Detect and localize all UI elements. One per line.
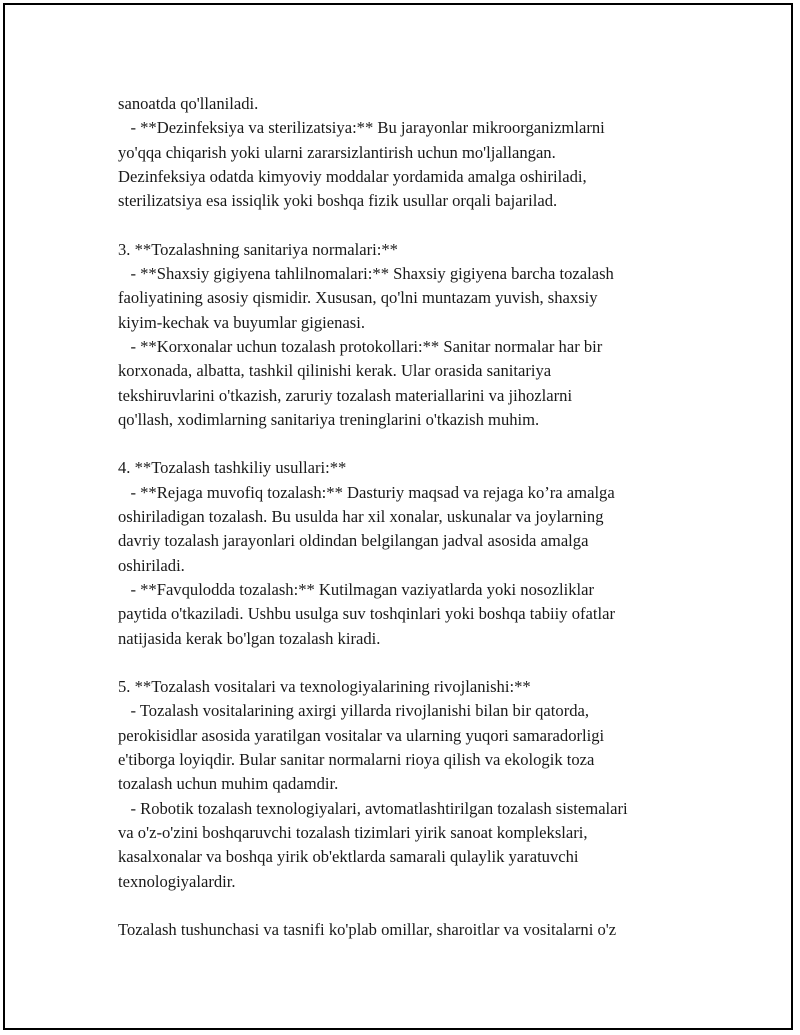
text-line: 5. **Tozalash vositalari va texnologiyalarining rivojlanishi:** [118,677,531,697]
text-line: texnologiyalardir. [118,871,236,891]
text-line: - **Dezinfeksiya va sterilizatsiya:** Bu jarayonlar mikroorganizmlarni [118,118,605,138]
text-line: kasalxonalar va boshqa yirik ob'ektlarda samarali qulaylik yaratuvchi [118,847,579,867]
text-line: oshiriladi. [118,555,185,575]
text-line: tekshiruvlarini o'tkazish, zaruriy tozalash materiallarini va jihozlarni [118,385,573,405]
paragraph-gap [118,894,718,918]
text-line: Tozalash tushunchasi va tasnifi ko'plab omillar, sharoitlar va vositalarni o'z [118,920,617,940]
paragraph [118,92,718,213]
text-line: Dezinfeksiya odatda kimyoviy moddalar yordamida amalga oshiriladi, [118,166,587,186]
paragraph-gap [118,432,718,456]
text-line: e'tiborga loyiqdir. Bular sanitar normalarni rioya qilish va ekologik toza [118,750,595,770]
paragraph-gap [118,213,718,237]
text-line: - **Korxonalar uchun tozalash protokollari:** Sanitar normalar har bir [118,336,603,356]
paragraph [118,456,718,650]
text-line: qo'llash, xodimlarning sanitariya treninglarini o'tkazish muhim. [118,409,540,429]
document-body [118,92,718,942]
paragraph [118,675,718,894]
paragraph-gap [118,651,718,675]
text-line: yo'qqa chiqarish yoki ularni zararsizlantirish uchun mo'ljallangan. [118,142,556,162]
text-line: perokisidlar asosida yaratilgan vositalar va ularning yuqori samaradorligi [118,725,605,745]
text-line: oshiriladigan tozalash. Bu usulda har xil xonalar, uskunalar va joylarning [118,507,604,527]
paragraph [118,918,718,942]
text-line: 4. **Tozalash tashkiliy usullari:** [118,458,347,478]
text-line: va o'z-o'zini boshqaruvchi tozalash tizimlari yirik sanoat komplekslari, [118,822,588,842]
text-line: tozalash uchun muhim qadamdir. [118,774,339,794]
text-line: - **Rejaga muvofiq tozalash:** Dasturiy maqsad va rejaga ko’ra amalga [118,482,615,502]
text-line: davriy tozalash jarayonlari oldindan belgilangan jadval asosida amalga [118,531,589,551]
text-line: 3. **Tozalashning sanitariya normalari:** [118,239,398,259]
text-line: - Tozalash vositalarining axirgi yillarda rivojlanishi bilan bir qatorda, [118,701,590,721]
text-line: kiyim-kechak va buyumlar gigienasi. [118,312,365,332]
text-line: paytida o'tkaziladi. Ushbu usulga suv toshqinlari yoki boshqa tabiiy ofatlar [118,604,616,624]
text-line: korxonada, albatta, tashkil qilinishi kerak. Ular orasida sanitariya [118,361,552,381]
text-line: - Robotik tozalash texnologiyalari, avtomatlashtirilgan tozalash sistemalari [118,798,628,818]
paragraph [118,238,718,432]
text-line: - **Favqulodda tozalash:** Kutilmagan vaziyatlarda yoki nosozliklar [118,579,595,599]
text-line: sanoatda qo'llaniladi. [118,94,259,113]
text-line: faoliyatining asosiy qismidir. Xususan, qo'lni muntazam yuvish, shaxsiy [118,288,598,308]
text-line: - **Shaxsiy gigiyena tahlilnomalari:** Shaxsiy gigiyena barcha tozalash [118,264,614,284]
text-line: natijasida kerak bo'lgan tozalash kiradi. [118,628,381,648]
text-line: sterilizatsiya esa issiqlik yoki boshqa fizik usullar orqali bajarilad. [118,191,558,211]
